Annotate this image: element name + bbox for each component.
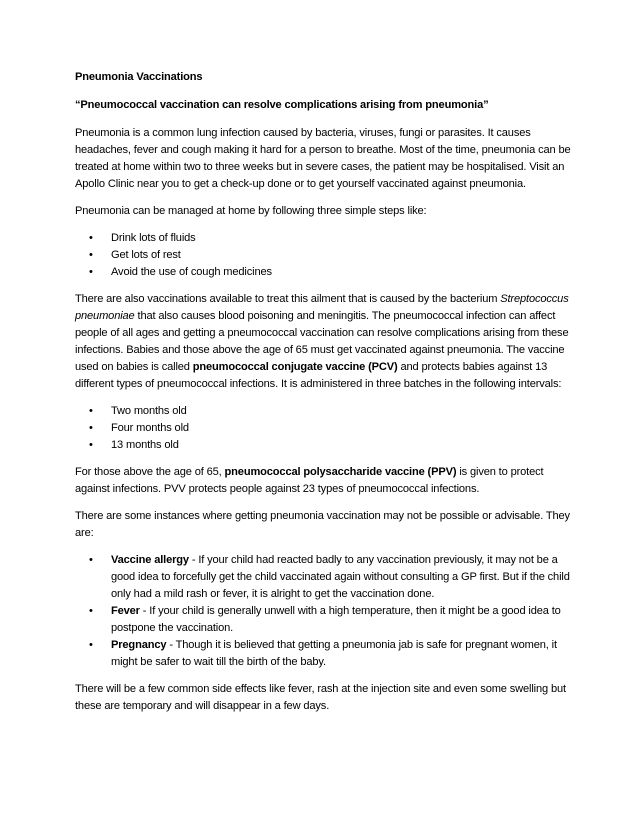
list-item: • Fever - If your child is generally unwell with a high temperature, then it might be a good idea to postpone the vaccination.	[89, 605, 561, 634]
bullet-icon: •	[89, 439, 93, 451]
bullet-icon: •	[89, 249, 93, 261]
bullet-icon: •	[89, 554, 93, 566]
document-title: Pneumonia Vaccinations	[75, 71, 203, 83]
vaccination-paragraph: There are also vaccinations available to treat this ailment that is caused by the bacterium Streptococcus pneumoniae that also causes blood poisoning and meningitis. The pneumococcal infection can affect people of all ages and getting a pneumococcal vaccination can resolve complications arising from these infections. Babies and those above the age of 65 must get vaccinated against pneumonia. The vaccine used on babies is called pneumococcal conjugate vaccine (PCV) and protects babies against 13 different types of pneumococcal infections. It is administered in three batches in the following intervals:	[75, 293, 569, 390]
pcv-term: pneumococcal conjugate vaccine (PCV)	[192, 361, 398, 373]
document-body	[75, 69, 575, 725]
exceptions-paragraph: There are some instances where getting pneumonia vaccination may not be possible or advisable. They are:	[75, 510, 570, 539]
document-quote: “Pneumococcal vaccination can resolve complications arising from pneumonia”	[75, 99, 489, 111]
bullet-icon: •	[89, 605, 93, 617]
home-care-paragraph: Pneumonia can be managed at home by following three simple steps like:	[75, 205, 427, 217]
bullet-icon: •	[89, 422, 93, 434]
list-item: • Vaccine allergy - If your child had reacted badly to any vaccination previously, it may not be a good idea to forcefully get the child vaccinated again without consulting a GP first. But if the child only had a mild rash or fever, it is alright to get the vaccination done.	[89, 554, 570, 600]
ppv-term: pneumococcal polysaccharide vaccine (PPV)	[224, 466, 457, 478]
bacterium-name: Streptococcus pneumoniae	[75, 293, 569, 322]
bullet-icon: •	[89, 405, 93, 417]
list-item: • 13 months old	[75, 437, 575, 454]
bullet-icon: •	[89, 232, 93, 244]
list-item: • Avoid the use of cough medicines	[75, 264, 575, 281]
list-item: • Four months old	[75, 420, 575, 437]
home-care-list	[75, 230, 575, 281]
exceptions-list	[75, 552, 575, 671]
interval-list	[75, 403, 575, 454]
bullet-icon: •	[89, 266, 93, 278]
list-item: • Get lots of rest	[75, 247, 575, 264]
list-item: • Drink lots of fluids	[75, 230, 575, 247]
ppv-paragraph: For those above the age of 65, pneumococcal polysaccharide vaccine (PPV) is given to protect against infections. PVV protects people against 23 types of pneumococcal infections.	[75, 466, 544, 495]
intro-paragraph: Pneumonia is a common lung infection caused by bacteria, viruses, fungi or parasites. It causes headaches, fever and cough making it hard for a person to breathe. Most of the time, pneumonia can be treated at home within two to three weeks but in severe cases, the patient may be hospitalised. Visit an Apollo Clinic near you to get a check-up done or to get yourself vaccinated against pneumonia.	[75, 127, 571, 190]
list-item: • Two months old	[75, 403, 575, 420]
bullet-icon: •	[89, 639, 93, 651]
side-effects-paragraph: There will be a few common side effects like fever, rash at the injection site and even some swelling but these are temporary and will disappear in a few days.	[75, 683, 566, 712]
list-item: • Pregnancy - Though it is believed that getting a pneumonia jab is safe for pregnant women, it might be safer to wait till the birth of the baby.	[89, 639, 557, 668]
